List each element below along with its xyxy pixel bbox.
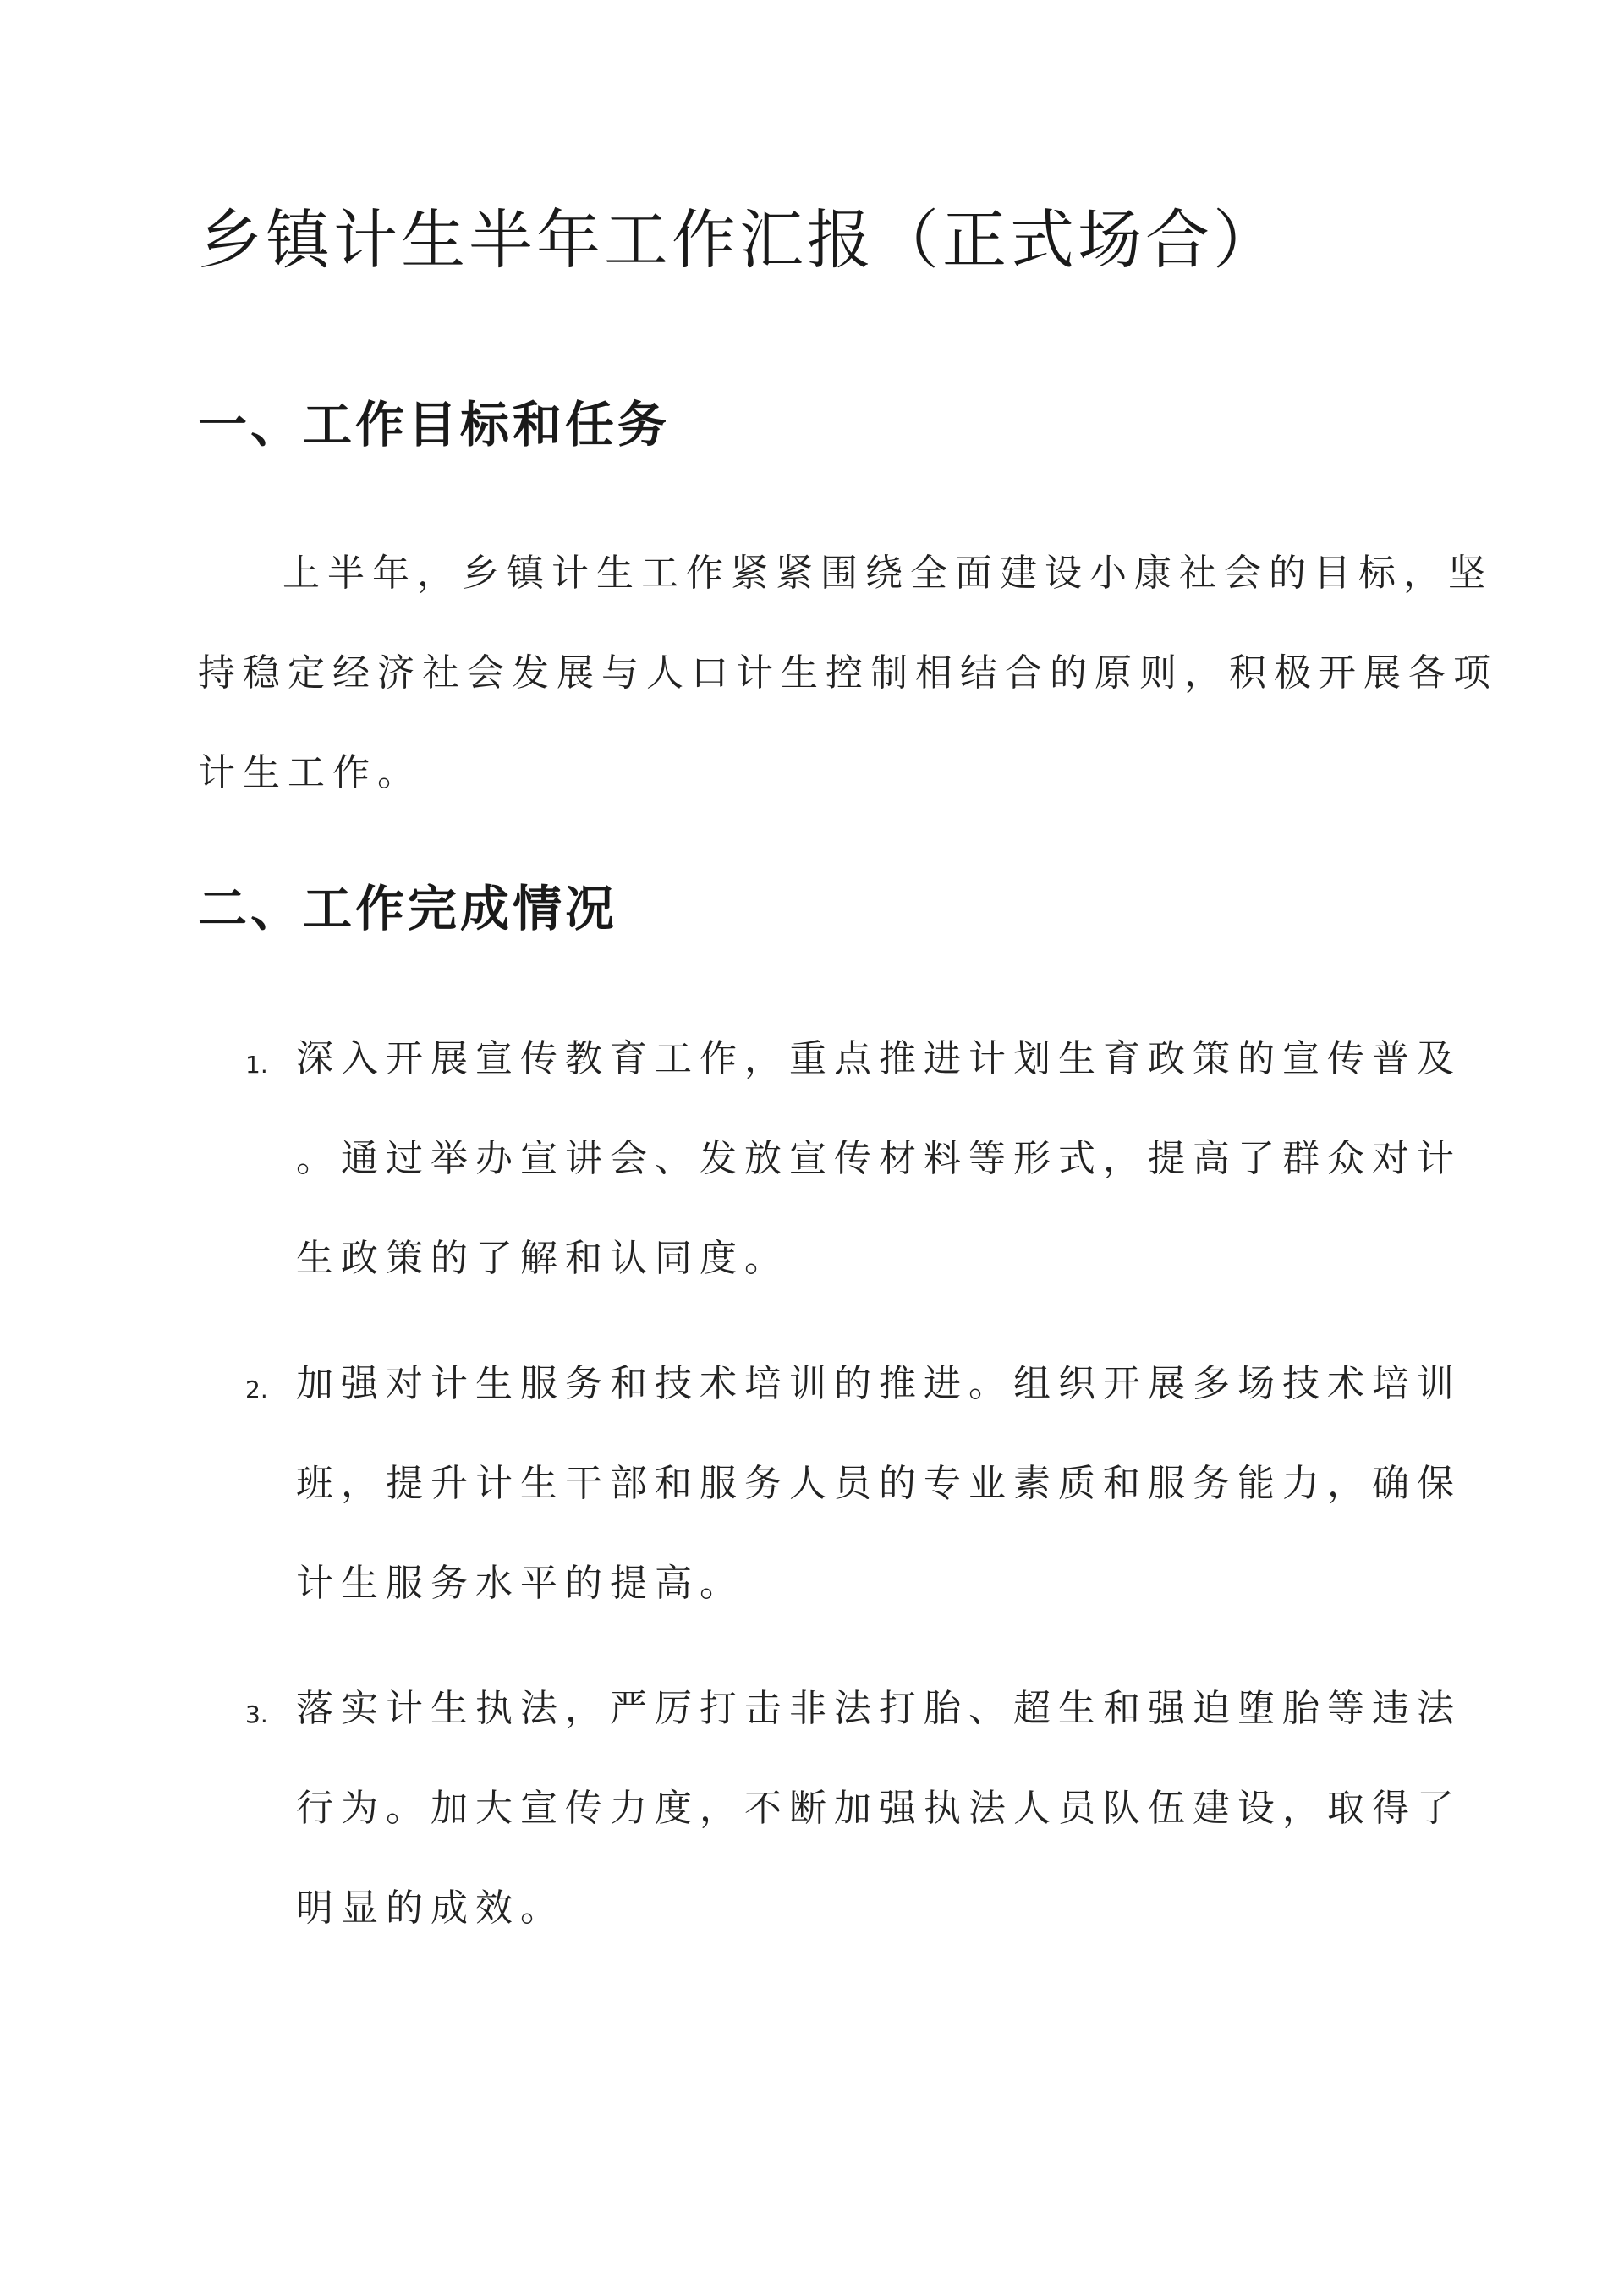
list-item-number: 1. — [245, 1051, 268, 1079]
list-item-number: 3. — [245, 1700, 268, 1728]
list-item-line: 班，提升计生干部和服务人员的专业素质和服务能力，确保 — [296, 1462, 1462, 1505]
list-item-line: 。通过举办宣讲会、发放宣传材料等形式，提高了群众对计 — [296, 1137, 1462, 1180]
paragraph-line: 持稳定经济社会发展与人口计生控制相结合的原则，积极开展各项 — [198, 651, 1498, 695]
list-item-line: 加强对计生服务和技术培训的推进。组织开展多场技术培训 — [296, 1362, 1462, 1405]
section-heading-goals: 一、工作目标和任务 — [198, 396, 671, 453]
list-item-line: 行为。加大宣传力度，不断加强执法人员队伍建设，取得了 — [296, 1787, 1462, 1830]
section-heading-progress: 二、工作完成情况 — [198, 880, 618, 937]
list-item-number: 2. — [245, 1376, 268, 1403]
list-item-line: 深入开展宣传教育工作，重点推进计划生育政策的宣传普及 — [296, 1037, 1462, 1080]
list-item-line: 明显的成效。 — [296, 1887, 565, 1930]
list-item-line: 计生服务水平的提高。 — [296, 1562, 744, 1605]
paragraph-line: 计生工作。 — [198, 751, 422, 794]
document-title: 乡镇计生半年工作汇报（正式场合） — [198, 202, 1281, 277]
list-item-line: 落实计生执法，严厉打击非法打胎、超生和强迫堕胎等违法 — [296, 1687, 1462, 1730]
list-item-line: 生政策的了解和认同度。 — [296, 1237, 789, 1280]
paragraph-line: 上半年，乡镇计生工作紧紧围绕全面建设小康社会的目标，坚 — [283, 552, 1493, 595]
